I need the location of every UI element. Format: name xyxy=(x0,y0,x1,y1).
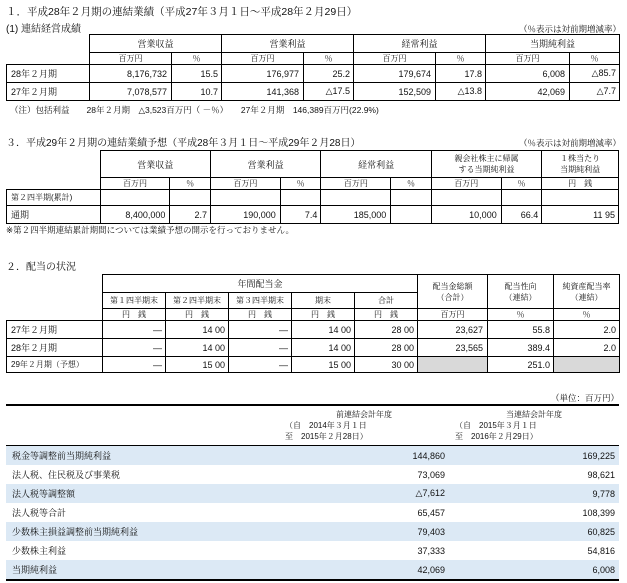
table3 xyxy=(6,274,620,373)
table3-row2-q4: 15 00 xyxy=(292,357,355,373)
table2-col-operating-revenue: 営業収益 xyxy=(100,151,210,178)
table3-row1-q1: — xyxy=(103,339,166,357)
table1-row0-v5: 17.8 xyxy=(436,65,486,83)
table2-row1-v4: 185,000 xyxy=(321,206,391,224)
table1-row0-v0: 8,176,732 xyxy=(90,65,172,83)
table3-rh0-l1: 配当金総額 xyxy=(432,281,473,291)
table3-rh2-l1: 純資産配当率 xyxy=(562,281,611,291)
table2-row0-v8 xyxy=(542,190,619,206)
section1-note: （％表示は対前期増減率） xyxy=(518,24,621,34)
section2-title: ３．平成29年２月期の連結業績予想（平成28年３月１日～平成29年２月28日） xyxy=(6,138,361,149)
table-row xyxy=(6,541,619,560)
table1-row0-v2: 176,977 xyxy=(222,65,304,83)
table4-row0-label: 税金等調整前当期純利益 xyxy=(6,446,279,466)
table3-row2-amount xyxy=(418,357,488,373)
table3-row1-total: 28 00 xyxy=(355,339,418,357)
table2-col4-line1: 親会社株主に帰属 xyxy=(454,154,519,163)
table1-unit-corner xyxy=(7,53,90,65)
table4-unit-note xyxy=(6,392,619,404)
table3-header-row1 xyxy=(7,275,620,293)
table3-row2-q3: — xyxy=(229,357,292,373)
table1-row1-v7: △7.7 xyxy=(570,83,620,101)
table4-row5-label: 少数株主利益 xyxy=(12,546,67,556)
table4-row4-prev: 79,403 xyxy=(417,526,445,537)
table2-row1-v3: 7.4 xyxy=(280,206,321,224)
table1-row0-v7: △85.7 xyxy=(570,65,620,83)
table4-unit-note-text: （単位：百万円） xyxy=(550,393,619,403)
table3-row1-q3: — xyxy=(229,339,292,357)
table3-rh2-l2: （連結） xyxy=(570,292,603,302)
table2-header-row xyxy=(7,151,619,178)
table2-row0-label: 第２四半期(累計) xyxy=(7,190,101,206)
table3-row0-amount: 23,627 xyxy=(418,321,488,339)
section2-note: （％表示は対前期増減率） xyxy=(518,138,621,148)
table2-row1-v0: 8,400,000 xyxy=(100,206,170,224)
table4-row2-curr: 9,778 xyxy=(592,488,615,499)
table2-col-eps xyxy=(542,151,619,178)
table-row xyxy=(6,484,619,503)
table3-col-total-amount xyxy=(418,275,488,309)
table1-col-net-income: 当期純利益 xyxy=(486,35,620,53)
table4-row3-label: 法人税等合計 xyxy=(12,508,67,518)
table1-unit-2: 百万円 xyxy=(222,53,304,65)
section3-title xyxy=(6,258,76,273)
table-row xyxy=(7,190,619,206)
table4-row3-curr: 108,399 xyxy=(582,507,615,518)
table1-row1-v3: △17.5 xyxy=(304,83,354,101)
table3-sub-q3: 第３四半期末 xyxy=(229,293,292,309)
table3-row1-amount: 23,565 xyxy=(418,339,488,357)
table1-col-operating-revenue: 営業収益 xyxy=(90,35,222,53)
table1-unit-7: ％ xyxy=(570,53,620,65)
table1-unit-4: 百万円 xyxy=(354,53,436,65)
table4-row0-prev: 144,860 xyxy=(279,446,449,466)
table3-row2-rate xyxy=(554,357,620,373)
table2-unit-0: 百万円 xyxy=(100,178,170,190)
table2-unit-3: ％ xyxy=(280,178,321,190)
table4-row2-label: 法人税等調整額 xyxy=(12,489,76,499)
table2-unit-2: 百万円 xyxy=(210,178,280,190)
table1-unit-row xyxy=(7,53,620,65)
table3-row2-label: 29年２月期（予想） xyxy=(7,357,103,373)
table1-unit-0: 百万円 xyxy=(90,53,172,65)
section1-subtitle-row xyxy=(6,20,621,35)
table3-sub-total: 合計 xyxy=(355,293,418,309)
table2-row0-v7 xyxy=(501,190,542,206)
table3-row2-q1: — xyxy=(103,357,166,373)
table2-row1-v5 xyxy=(391,206,432,224)
table2-footnote-text: ※第２四半期連結累計期間については業績予想の開示を行っておりません。 xyxy=(6,225,294,235)
table3-row0-q3: — xyxy=(229,321,292,339)
table4-row4-label: 少数株主損益調整前当期純利益 xyxy=(12,527,139,537)
table4-h0-l1: 前連結会計年度 xyxy=(336,410,392,419)
table3-row1-label: 28年２月期 xyxy=(7,339,103,357)
table3-unit-7: ％ xyxy=(554,309,620,321)
table3-row0-total: 28 00 xyxy=(355,321,418,339)
table1-row0-v3: 25.2 xyxy=(304,65,354,83)
table2-row0-v5 xyxy=(391,190,432,206)
table2-unit-1: ％ xyxy=(170,178,211,190)
table3-row1-q4: 14 00 xyxy=(292,339,355,357)
table1-row0-label: 28年２月期 xyxy=(7,65,90,83)
table1-row1-v4: 152,509 xyxy=(354,83,436,101)
table4-h1-l3: 至 2016年２月29日） xyxy=(455,432,538,441)
table-row xyxy=(7,357,620,373)
table3-row2-q2: 15 00 xyxy=(166,357,229,373)
table2-row0-v3 xyxy=(280,190,321,206)
table3-row0-q4: 14 00 xyxy=(292,321,355,339)
table3-rh1-l1: 配当性向 xyxy=(504,281,537,291)
table-row xyxy=(7,83,620,101)
section1-label: (1) 連結経営成績 xyxy=(6,24,81,35)
table1-row1-v6: 42,069 xyxy=(486,83,570,101)
table4-row4-curr: 60,825 xyxy=(587,526,615,537)
table3-row1-rate: 2.0 xyxy=(554,339,620,357)
section2-title-row xyxy=(6,134,621,149)
table1-row1-v1: 10.7 xyxy=(172,83,222,101)
table2-row1-label: 通期 xyxy=(7,206,101,224)
table2-row1-v6: 10,000 xyxy=(431,206,501,224)
table4-row1-curr: 98,621 xyxy=(587,469,615,480)
table1-row0-v4: 179,674 xyxy=(354,65,436,83)
table3-unit-1: 円 銭 xyxy=(166,309,229,321)
table3-wrapper xyxy=(6,274,620,373)
table2-unit-6: 百万円 xyxy=(431,178,501,190)
table1-row1-label: 27年２月期 xyxy=(7,83,90,101)
table2-row0-v1 xyxy=(170,190,211,206)
table2-col-ordinary-income: 経常利益 xyxy=(321,151,431,178)
table-row xyxy=(7,339,620,357)
table3-row0-q1: — xyxy=(103,321,166,339)
table-row xyxy=(6,560,619,580)
table-row xyxy=(6,503,619,522)
table4-wrapper xyxy=(6,404,619,581)
table3-corner xyxy=(7,275,103,321)
table2-unit-8: 円 銭 xyxy=(542,178,619,190)
table1-unit-1: ％ xyxy=(172,53,222,65)
table1-corner xyxy=(7,35,90,53)
table4-row6-prev: 42,069 xyxy=(279,560,449,580)
table2-row1-v7: 66.4 xyxy=(501,206,542,224)
table1-footnote-text: （注）包括利益 28年２月期 △3,523百万円（ －％） 27年２月期 146,389百万円(22.9%) xyxy=(10,105,379,115)
table2-footnote xyxy=(6,224,294,236)
table3-row1-q2: 14 00 xyxy=(166,339,229,357)
table2-wrapper xyxy=(6,150,619,224)
table1-header-row xyxy=(7,35,620,53)
table1-footnote xyxy=(10,104,379,116)
table3-row0-payout: 55.8 xyxy=(488,321,554,339)
table-row xyxy=(7,65,620,83)
table3-row0-rate: 2.0 xyxy=(554,321,620,339)
table4-row3-prev: 65,457 xyxy=(417,507,445,518)
table3-row2-total: 30 00 xyxy=(355,357,418,373)
table2-unit-corner xyxy=(7,178,101,190)
table2-unit-5: ％ xyxy=(391,178,432,190)
table4-row2-prev: △7,612 xyxy=(415,488,445,498)
table3-unit-2: 円 銭 xyxy=(229,309,292,321)
table2-unit-7: ％ xyxy=(501,178,542,190)
table3-row0-label: 27年２月期 xyxy=(7,321,103,339)
table2-row1-v1: 2.7 xyxy=(170,206,211,224)
table4-row1-prev: 73,069 xyxy=(417,469,445,480)
table3-unit-6: ％ xyxy=(488,309,554,321)
table3-rh0-l2: （合計） xyxy=(436,292,469,302)
table4-row0-curr: 169,225 xyxy=(449,446,619,466)
table2-unit-4: 百万円 xyxy=(321,178,391,190)
table1-row1-v2: 141,368 xyxy=(222,83,304,101)
table2-row0-v4 xyxy=(321,190,391,206)
table4 xyxy=(6,404,619,581)
table3-sub-q1: 第１四半期末 xyxy=(103,293,166,309)
table1-row1-v5: △13.8 xyxy=(436,83,486,101)
table4-row1-label: 法人税、住民税及び事業税 xyxy=(12,470,121,480)
table2-row1-v2: 190,000 xyxy=(210,206,280,224)
table1-col-ordinary-income: 経常利益 xyxy=(354,35,486,53)
table2-col5-line2: 当期純利益 xyxy=(560,165,601,174)
table2-unit-row xyxy=(7,178,619,190)
table-row xyxy=(6,465,619,484)
table3-unit-0: 円 銭 xyxy=(103,309,166,321)
table4-h0-l2: （自 2014年３月１日 xyxy=(285,421,367,430)
table4-corner xyxy=(6,405,279,446)
table3-sub-q4: 期末 xyxy=(292,293,355,309)
table2-row0-v0 xyxy=(100,190,170,206)
table4-row6-curr: 6,008 xyxy=(449,560,619,580)
table1-row1-v0: 7,078,577 xyxy=(90,83,172,101)
table4-row5-prev: 37,333 xyxy=(417,545,445,556)
table4-h1-l1: 当連結会計年度 xyxy=(506,410,562,419)
table3-group-header: 年間配当金 xyxy=(103,275,418,293)
table4-h1-l2: （自 2015年３月１日 xyxy=(455,421,537,430)
table1-unit-5: ％ xyxy=(436,53,486,65)
table3-row1-payout: 389.4 xyxy=(488,339,554,357)
table4-h0-l3: 至 2015年２月28日） xyxy=(285,432,368,441)
table4-header-row xyxy=(6,405,619,446)
table2-row0-v2 xyxy=(210,190,280,206)
table2-row0-v6 xyxy=(431,190,501,206)
table3-rh1-l2: （連結） xyxy=(504,292,537,302)
table1-row0-v1: 15.5 xyxy=(172,65,222,83)
table3-unit-5: 百万円 xyxy=(418,309,488,321)
table4-row6-label: 当期純利益 xyxy=(6,560,279,580)
doc-title: １．平成28年２月期の連結業績（平成27年３月１日～平成28年２月29日） xyxy=(6,6,358,18)
table2-row1-v8: 11 95 xyxy=(542,206,619,224)
table4-col-curr-period xyxy=(449,405,619,446)
table3-col-net-asset-ratio xyxy=(554,275,620,309)
table2-col4-line2: する当期純利益 xyxy=(458,165,515,174)
table3-row2-payout: 251.0 xyxy=(488,357,554,373)
table1-wrapper xyxy=(6,34,620,101)
table2-corner xyxy=(7,151,101,178)
table3-unit-4: 円 銭 xyxy=(355,309,418,321)
table1-unit-6: 百万円 xyxy=(486,53,570,65)
table-row xyxy=(6,522,619,541)
table3-col-payout-ratio xyxy=(488,275,554,309)
table3-row0-q2: 14 00 xyxy=(166,321,229,339)
table3-unit-3: 円 銭 xyxy=(292,309,355,321)
table3-sub-q2: 第２四半期末 xyxy=(166,293,229,309)
table-row xyxy=(7,206,619,224)
table1 xyxy=(6,34,620,101)
table4-col-prev-period xyxy=(279,405,449,446)
table1-row0-v6: 6,008 xyxy=(486,65,570,83)
table-row xyxy=(6,446,619,466)
section3-title-text: ２．配当の状況 xyxy=(6,262,76,273)
table-row xyxy=(7,321,620,339)
table2 xyxy=(6,150,619,224)
table4-row5-curr: 54,816 xyxy=(587,545,615,556)
table1-unit-3: ％ xyxy=(304,53,354,65)
section1-title xyxy=(6,4,621,19)
table2-col-net-income-parent xyxy=(431,151,541,178)
table1-col-operating-income: 営業利益 xyxy=(222,35,354,53)
table2-col5-line1: １株当たり xyxy=(560,154,601,163)
table2-col-operating-income: 営業利益 xyxy=(210,151,320,178)
